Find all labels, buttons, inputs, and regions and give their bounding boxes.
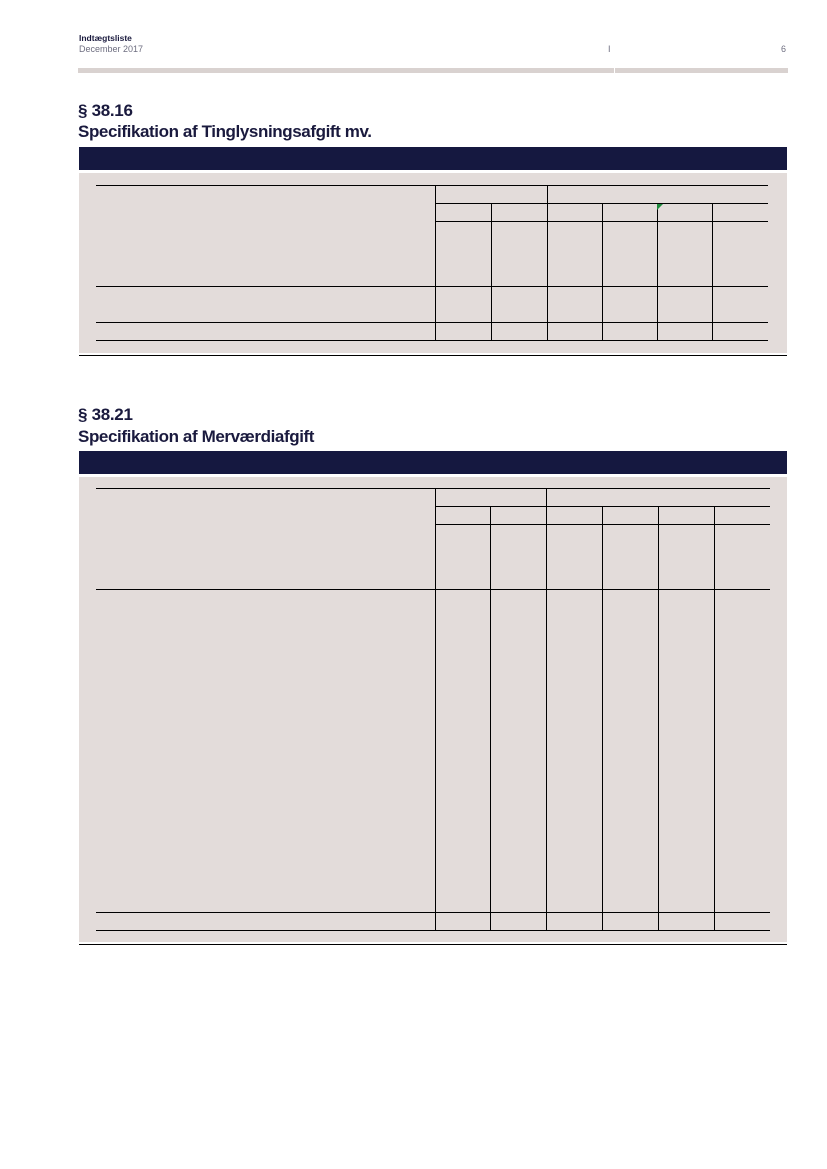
section-title: Specifikation af Merværdiafgift	[78, 427, 315, 446]
section-title: Specifikation af Tinglysningsafgift mv.	[78, 122, 372, 141]
document-title: Indtægtsliste	[79, 33, 132, 43]
section-bottom-rule	[79, 944, 787, 945]
section-number: § 38.21	[78, 405, 133, 424]
document-date: December 2017	[79, 44, 144, 54]
page-number: 6	[781, 44, 787, 54]
section-number: § 38.16	[78, 101, 133, 120]
header-separator: I	[608, 44, 611, 54]
